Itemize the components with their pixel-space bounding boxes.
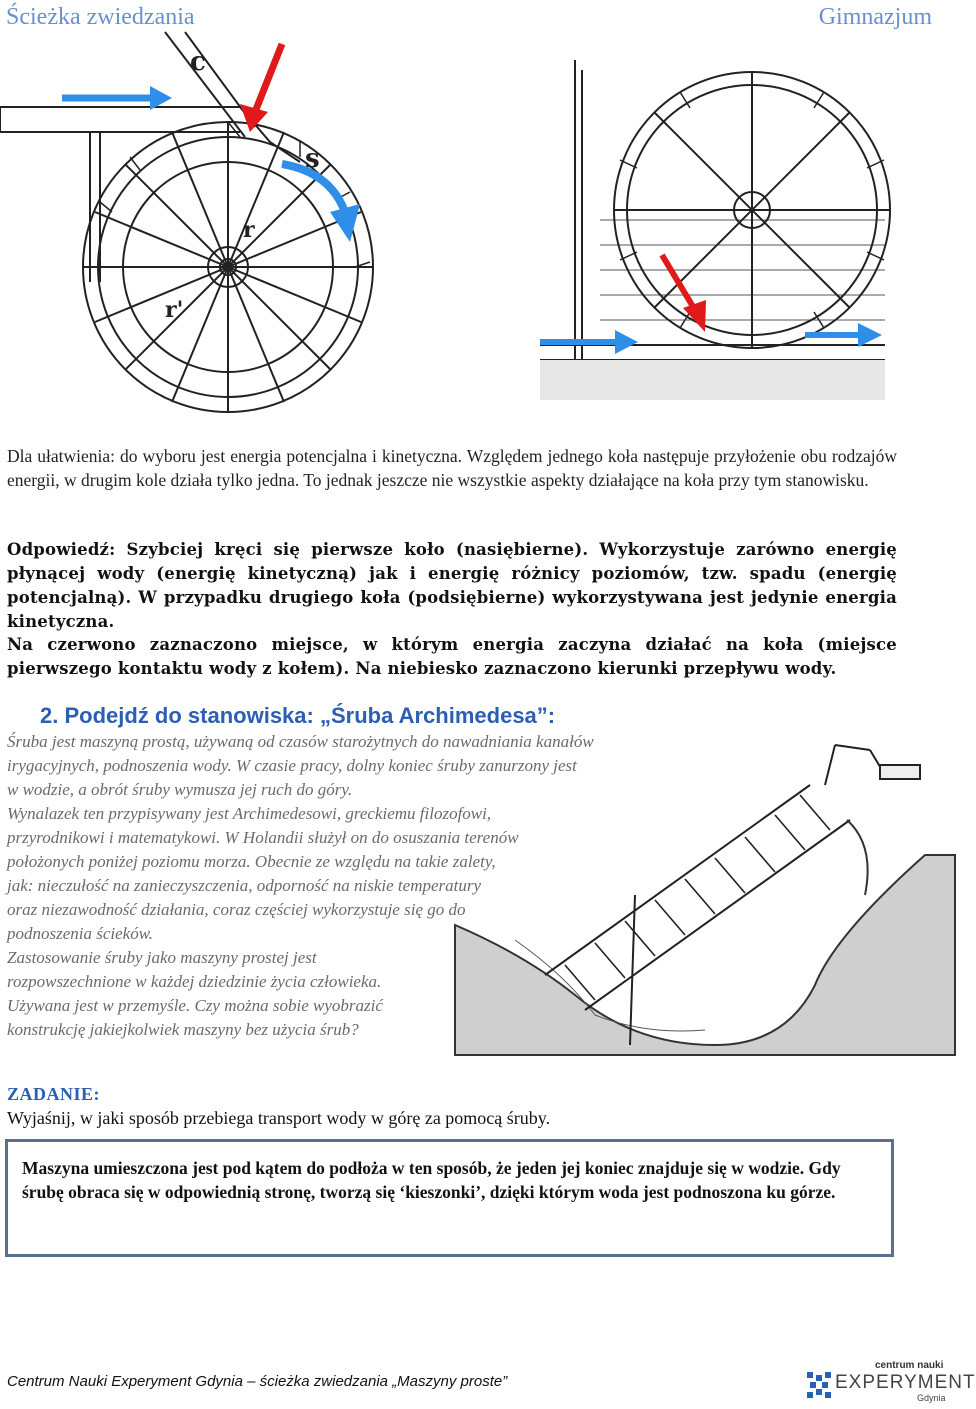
footer-text: Centrum Nauki Experyment Gdynia – ścieżka zwiedzania „Maszyny proste” [7, 1373, 508, 1390]
red-arrow-icon [240, 44, 282, 132]
label-r: r [243, 217, 255, 243]
task-question: Wyjaśnij, w jaki sposób przebiega transport wody w górę za pomocą śruby. [7, 1108, 551, 1128]
undershot-wheel-illustration [540, 60, 885, 415]
header-right-title: Gimnazjum [818, 4, 932, 30]
section-number: 2. [40, 703, 59, 728]
label-r-prime: r' [165, 297, 184, 323]
answer-paragraph: Odpowiedź: Szybciej kręci się pierwsze koło (nasiębierne). Wykorzystuje zarówno energię płynącej wody (energię kinetyczną) jak i energię różnicy poziomów, tzw. spadu (energię potencjalną). W przypadku drugiego koła (podsiębierne) wykorzystywana jest jedynie energia kinetyczna. [7, 540, 897, 631]
blue-arrow-icon [540, 330, 638, 354]
description-line: Wynalazek ten przypisywany jest Archimedesowi, greckiemu filozofowi, [7, 804, 492, 823]
description-line: Śruba jest maszyną prostą, używaną od czasów starożytnych do nawadniania kanałów [7, 732, 594, 751]
description-line: podnoszenia ścieków. [7, 924, 154, 943]
logo-mark-icon [805, 1370, 835, 1400]
hint-paragraph: Dla ułatwienia: do wyboru jest energia potencjalna i kinetyczna. Względem jednego koła następuje przyłożenie obu rodzajów energii, w drugim kole działa tylko jedna. To jednak jeszcze nie wszystkie aspekty działające na koła przy tym stanowisku. [7, 446, 897, 490]
logo-city-text: Gdynia [917, 1393, 946, 1403]
description-line: konstrukcję jakiejkolwiek maszyny bez użycia śrub? [7, 1020, 359, 1039]
description-line: Używana jest w przemyśle. Czy można sobie wyobrazić [7, 996, 383, 1015]
section-title: Podejdź do stanowiska: „Śruba Archimedesa”: [64, 703, 556, 728]
description-line: rozpowszechnione w każdej dziedzinie życia człowieka. [7, 972, 382, 991]
description-line: Zastosowanie śruby jako maszyny prostej jest [7, 948, 317, 967]
blue-arrow-right-icon [805, 323, 882, 347]
legend-paragraph: Na czerwono zaznaczono miejsce, w którym energia zaczyna działać na koła (miejsce pierwszego kontaktu wody z kołem). Na niebiesko zaznaczono kierunki przepływu wody. [7, 635, 897, 678]
description-line: oraz niezawodność działania, coraz częściej wykorzystuje się go do [7, 900, 466, 919]
section-2-heading [40, 703, 555, 729]
description-line: jak: nieczułość na zanieczyszczenia, odporność na niskie temperatury [7, 876, 482, 895]
header-left-title: Ścieżka zwiedzania [6, 4, 195, 30]
experyment-logo [805, 1360, 976, 1405]
description-line: położonych poniżej poziomu morza. Obecnie ze względu na takie zalety, [7, 852, 496, 871]
description-line: w wodzie, a obrót śruby wymusza jej ruch do góry. [7, 780, 353, 799]
task-answer-text: Maszyna umieszczona jest pod kątem do podłoża w ten sposób, że jeden jej koniec znajduje się w wodzie. Gdy śrubę obraca się w odpowiednią stronę, tworzą się ‘kieszonki’, dzięki którym woda jest podnoszona ku górze. [22, 1158, 841, 1202]
logo-main-text: EXPERYMENT [835, 1372, 976, 1393]
label-s: s [305, 144, 320, 174]
label-c: c [190, 47, 206, 77]
logo-top-text: centrum nauki [875, 1360, 944, 1371]
description-line: irygacyjnych, podnoszenia wody. W czasie pracy, dolny koniec śruby zanurzony jest [7, 756, 577, 775]
task-title: ZADANIE: [7, 1084, 101, 1104]
description-line: przyrodnikowi i matematykowi. W Holandii służył on do osuszania terenów [7, 828, 519, 847]
overshot-wheel-illustration [0, 32, 420, 417]
blue-curved-arrow-icon [282, 164, 360, 242]
task-answer-box [5, 1139, 894, 1257]
